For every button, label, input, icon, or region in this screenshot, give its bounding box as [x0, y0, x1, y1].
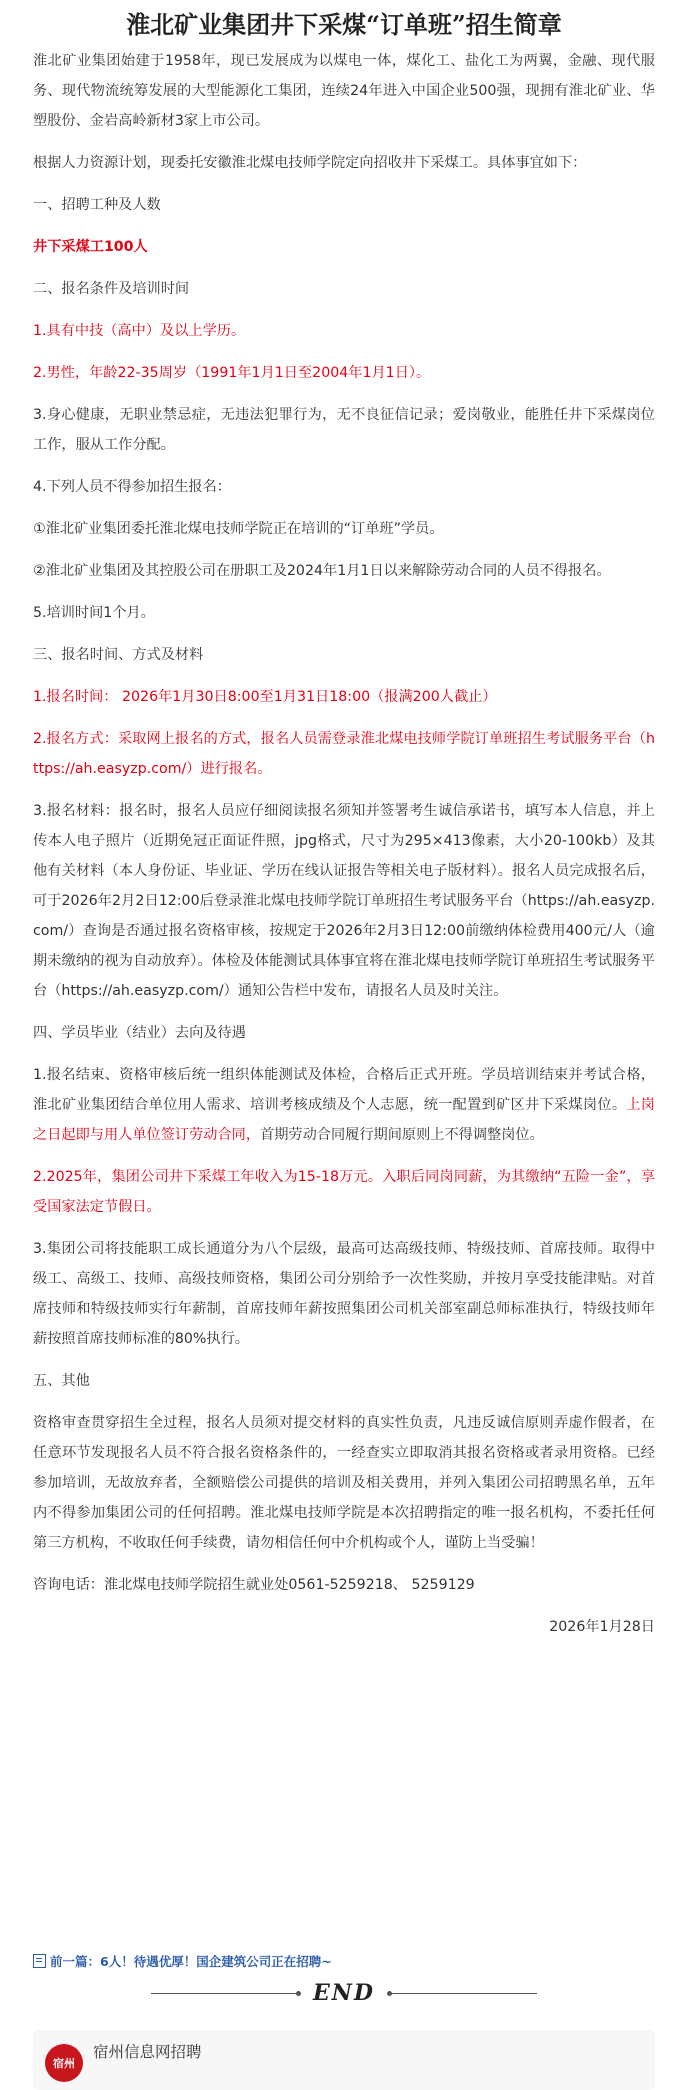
income-info: 2.2025年，集团公司井下采煤工年收入为15-18万元。入职后同岗同薪，为其缴纳“五险一金”，享受国家法定节假日。	[33, 1169, 655, 1215]
graduation-placement	[33, 1060, 655, 1150]
condition-age: 2.男性，年龄22-35周岁（1991年1月1日至2004年1月1日）。	[33, 365, 431, 381]
training-time: 5.培训时间1个月。	[33, 605, 155, 621]
condition-excluded: 4.下列人员不得参加招生报名：	[33, 479, 231, 495]
condition-health: 3.身心健康，无职业禁忌症，无违法犯罪行为，无不良征信记录；爱岗敬业，能胜任井下采煤岗位工作，服从工作分配。	[33, 407, 655, 453]
intro-paragraph-2: 根据人力资源计划，现委托安徽淮北煤电技师学院定向招收井下采煤工。具体事宜如下：	[33, 155, 587, 171]
section-heading-5: 五、其他	[33, 1373, 90, 1389]
account-card[interactable]	[33, 2030, 655, 2090]
section-heading-3: 三、报名时间、方式及材料	[33, 647, 204, 663]
intro-paragraph: 淮北矿业集团始建于1958年，现已发展成为以煤电一体，煤化工、盐化工为两翼，金融、现代服务、现代物流统筹发展的大型能源化工集团，连续24年进入中国企业500强，现拥有淮北矿业、华塑股份、金岩高岭新材3家上市公司。	[33, 53, 655, 129]
account-name: 宿州信息网招聘	[93, 2043, 202, 2061]
career-path: 3.集团公司将技能职工成长通道分为八个层级，最高可达高级技师、特级技师、首席技师。取得中级工、高级工、技师、高级技师资格，集团公司分别给予一次性奖励，并按月享受技能津贴。对首席技师和特级技师实行年薪制，首席技师年薪按照集团公司机关部室副总师标准执行，特级技师年薪按照首席技师标准的80%执行。	[33, 1241, 655, 1347]
placement-contract: 上岗之日起即与用人单位签订劳动合同，	[33, 1097, 655, 1143]
job-count: 井下采煤工100人	[33, 239, 148, 255]
other-notice: 资格审查贯穿招生全过程，报名人员须对提交材料的真实性负责，凡违反诚信原则弄虚作假者，在任意环节发现报名人员不符合报名资格条件的，一经查实立即取消其报名资格或者录用资格。已经参加培训，无故放弃者，全额赔偿公司提供的培训及相关费用，并列入集团公司招聘黑名单，五年内不得参加集团公司的任何招聘。淮北煤电技师学院是本次招聘指定的唯一报名机构，不委托任何第三方机构，不收取任何手续费，请勿相信任何中介机构或个人，谨防上当受骗！	[33, 1415, 655, 1551]
account-logo: 宿州	[45, 2044, 83, 2082]
section-heading-1: 一、招聘工种及人数	[33, 197, 161, 213]
document-icon	[33, 1954, 46, 1968]
end-text: END	[313, 1980, 375, 2006]
condition-excluded-b: ②淮北矿业集团及其控股公司在册职工及2024年1月1日以来解除劳动合同的人员不得报名。	[33, 563, 611, 579]
section-heading-4: 四、学员毕业（结业）去向及待遇	[33, 1025, 246, 1041]
publish-date: 2026年1月28日	[549, 1619, 655, 1635]
prev-article-link[interactable]	[33, 1952, 332, 1970]
section-heading-2: 二、报名条件及培训时间	[33, 281, 190, 297]
contact-phone: 咨询电话：淮北煤电技师学院招生就业处0561-5259218、 5259129	[33, 1577, 475, 1593]
prev-article-text[interactable]: 前一篇：6人！待遇优厚！国企建筑公司正在招聘~	[50, 1954, 332, 1969]
end-divider	[33, 1975, 655, 2011]
placement-text: 1.报名结束、资格审核后统一组织体能测试及体检，合格后正式开班。学员培训结束并考试合格，淮北矿业集团结合单位用人需求、培训考核成绩及个人志愿，统一配置到矿区井下采煤岗位。	[33, 1067, 655, 1113]
page-title: 淮北矿业集团井下采煤“订单班”招生简章	[126, 10, 562, 39]
condition-education: 1.具有中技（高中）及以上学历。	[33, 323, 246, 339]
divider-line-left	[151, 1993, 299, 1994]
registration-time: 1.报名时间： 2026年1月30日8:00至1月31日18:00（报满200人截止）	[33, 689, 497, 705]
divider-line-right	[389, 1993, 537, 1994]
placement-note: 首期劳动合同履行期间原则上不得调整岗位。	[260, 1127, 544, 1143]
condition-excluded-a: ①淮北矿业集团委托淮北煤电技师学院正在培训的“订单班”学员。	[33, 521, 444, 537]
registration-method: 2.报名方式：采取网上报名的方式，报名人员需登录淮北煤电技师学院订单班招生考试服务平台（https://ah.easyzp.com/）进行报名。	[33, 731, 655, 777]
registration-materials: 3.报名材料：报名时，报名人员应仔细阅读报名须知并签署考生诚信承诺书，填写本人信息，并上传本人电子照片（近期免冠正面证件照，jpg格式，尺寸为295×413像素，大小20-100kb）及其他有关材料（本人身份证、毕业证、学历在线认证报告等相关电子版材料）。报名人员完成报名后，可于2026年2月2日12:00后登录淮北煤电技师学院订单班招生考试服务平台（https://ah.easyzp.com/）查询是否通过报名资格审核，按规定于2026年2月3日12:00前缴纳体检费用400元/人（逾期未缴纳的视为自动放弃）。体检及体能测试具体事宜将在淮北煤电技师学院订单班招生考试服务平台（https://ah.easyzp.com/）通知公告栏中发布，请报名人员及时关注。	[33, 803, 655, 999]
